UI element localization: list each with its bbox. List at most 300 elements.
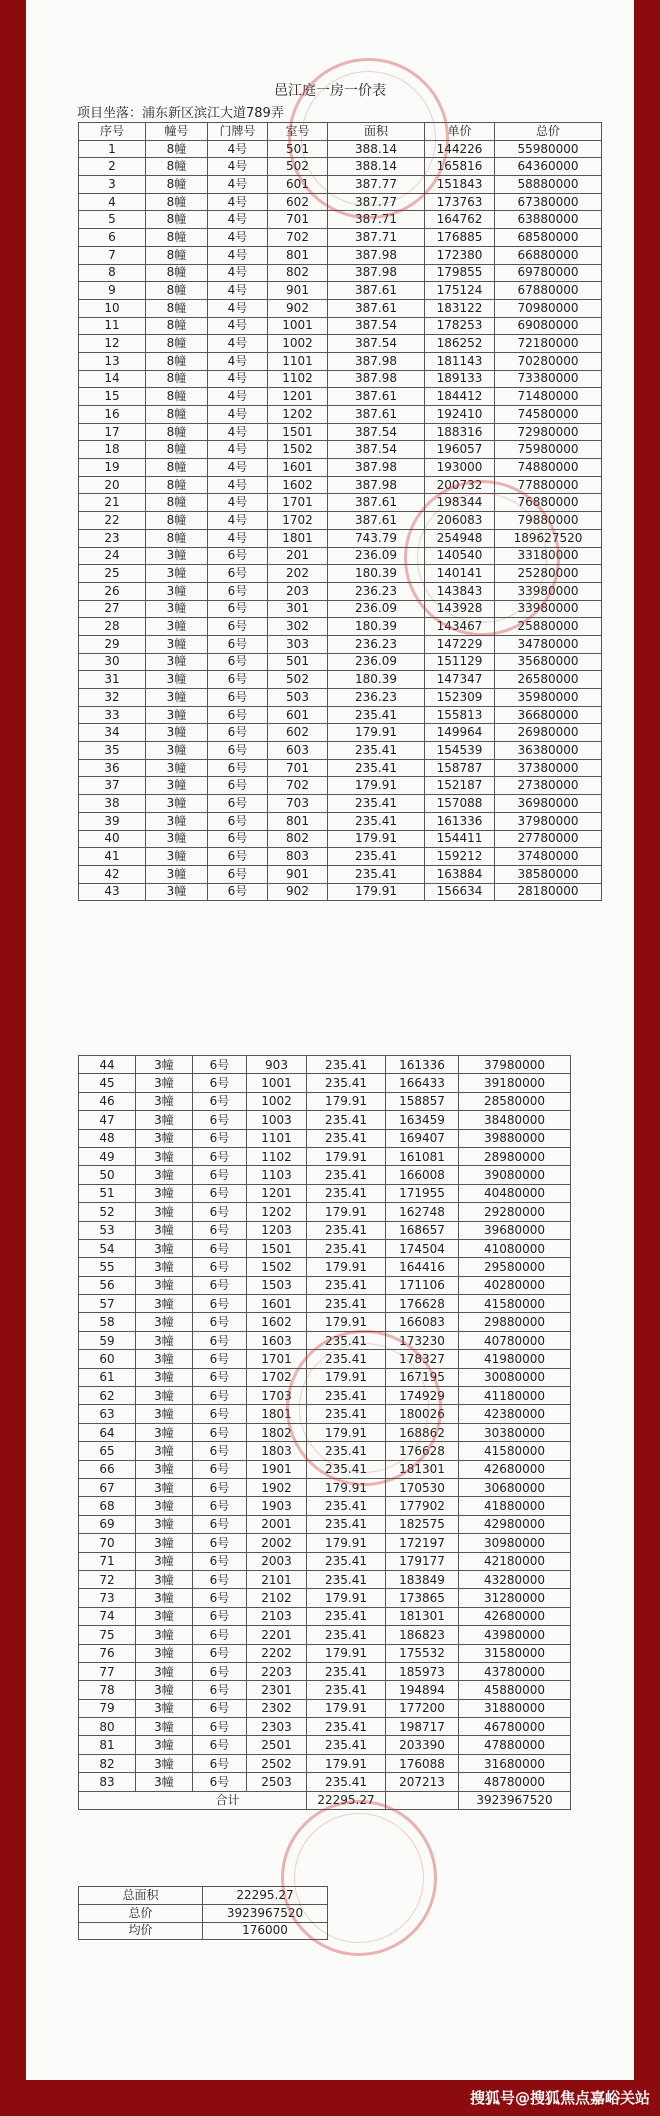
cell-area: 235.41	[307, 1497, 386, 1515]
cell-room: 1202	[268, 406, 328, 424]
cell-total-price: 47880000	[459, 1736, 571, 1754]
cell-building: 8幢	[146, 299, 208, 317]
cell-index: 18	[79, 441, 146, 459]
cell-door: 4号	[208, 211, 268, 229]
cell-unit-price: 198344	[425, 494, 495, 512]
table-row	[79, 600, 602, 618]
cell-area: 387.98	[328, 476, 425, 494]
cell-index: 5	[79, 211, 146, 229]
cell-door: 6号	[193, 1681, 247, 1699]
cell-index: 47	[79, 1111, 136, 1129]
cell-room: 301	[268, 600, 328, 618]
cell-total-price: 39180000	[459, 1074, 571, 1092]
cell-room: 2501	[247, 1736, 307, 1754]
table-row	[79, 1442, 571, 1460]
cell-door: 6号	[193, 1552, 247, 1570]
cell-room: 903	[247, 1056, 307, 1074]
cell-door: 6号	[193, 1221, 247, 1239]
cell-index: 11	[79, 317, 146, 335]
cell-area: 235.41	[307, 1331, 386, 1349]
table-row	[79, 1147, 571, 1165]
cell-room: 802	[268, 830, 328, 848]
cell-unit-price: 171106	[386, 1276, 459, 1294]
cell-building: 3幢	[146, 565, 208, 583]
cell-area: 387.77	[328, 176, 425, 194]
cell-area: 387.61	[328, 406, 425, 424]
cell-door: 4号	[208, 370, 268, 388]
cell-index: 64	[79, 1423, 136, 1441]
cell-unit-price: 177200	[386, 1699, 459, 1717]
cell-total-price: 42680000	[459, 1607, 571, 1625]
cell-door: 6号	[193, 1295, 247, 1313]
cell-unit-price: 207213	[386, 1773, 459, 1791]
cell-room: 1102	[247, 1147, 307, 1165]
cell-door: 6号	[208, 671, 268, 689]
cell-room: 2001	[247, 1515, 307, 1533]
cell-unit-price: 167195	[386, 1368, 459, 1386]
cell-building: 3幢	[136, 1239, 193, 1257]
table-row	[79, 724, 602, 742]
cell-unit-price: 171955	[386, 1184, 459, 1202]
cell-total-price: 41080000	[459, 1239, 571, 1257]
table-row	[79, 1773, 571, 1791]
cell-area: 236.09	[328, 653, 425, 671]
cell-door: 6号	[193, 1773, 247, 1791]
cell-area: 235.41	[307, 1350, 386, 1368]
cell-area: 235.41	[307, 1515, 386, 1533]
cell-door: 4号	[208, 282, 268, 300]
cell-area: 235.41	[307, 1166, 386, 1184]
total-area: 22295.27	[307, 1791, 386, 1809]
cell-unit-price: 194894	[386, 1681, 459, 1699]
cell-room: 1101	[247, 1129, 307, 1147]
cell-index: 7	[79, 246, 146, 264]
cell-door: 6号	[193, 1442, 247, 1460]
table-row	[79, 777, 602, 795]
cell-unit-price: 163459	[386, 1111, 459, 1129]
cell-unit-price: 174504	[386, 1239, 459, 1257]
cell-door: 4号	[208, 229, 268, 247]
table-row	[79, 1221, 571, 1239]
cell-area: 387.54	[328, 423, 425, 441]
cell-unit-price: 176088	[386, 1754, 459, 1772]
cell-unit-price: 175532	[386, 1644, 459, 1662]
cell-index: 49	[79, 1147, 136, 1165]
table-row	[79, 1460, 571, 1478]
cell-door: 4号	[208, 388, 268, 406]
cell-total-price: 67380000	[495, 193, 602, 211]
table-row	[79, 635, 602, 653]
cell-area: 387.61	[328, 299, 425, 317]
summary-row	[79, 1887, 328, 1905]
cell-area: 235.41	[307, 1276, 386, 1294]
cell-door: 6号	[208, 742, 268, 760]
cell-total-price: 48780000	[459, 1773, 571, 1791]
cell-door: 6号	[208, 795, 268, 813]
cell-index: 41	[79, 848, 146, 866]
cell-unit-price: 206083	[425, 512, 495, 530]
cell-door: 6号	[208, 565, 268, 583]
cell-room: 1602	[247, 1313, 307, 1331]
cell-total-price: 29580000	[459, 1258, 571, 1276]
table-row	[79, 1718, 571, 1736]
cell-building: 3幢	[136, 1607, 193, 1625]
cell-total-price: 63880000	[495, 211, 602, 229]
cell-area: 179.91	[307, 1589, 386, 1607]
cell-unit-price: 173763	[425, 193, 495, 211]
table-row	[79, 140, 602, 158]
cell-unit-price: 185973	[386, 1662, 459, 1680]
cell-unit-price: 164762	[425, 211, 495, 229]
cell-index: 15	[79, 388, 146, 406]
cell-building: 3幢	[146, 547, 208, 565]
cell-total-price: 33980000	[495, 600, 602, 618]
summary-row	[79, 1922, 328, 1940]
cell-total-price: 42180000	[459, 1552, 571, 1570]
cell-building: 3幢	[136, 1221, 193, 1239]
cell-index: 46	[79, 1092, 136, 1110]
cell-building: 3幢	[136, 1184, 193, 1202]
cell-door: 4号	[208, 512, 268, 530]
cell-door: 6号	[208, 689, 268, 707]
cell-index: 16	[79, 406, 146, 424]
table-row	[79, 1607, 571, 1625]
cell-total-price: 28980000	[459, 1147, 571, 1165]
cell-index: 34	[79, 724, 146, 742]
cell-building: 3幢	[136, 1754, 193, 1772]
table-row	[79, 706, 602, 724]
table-row	[79, 1570, 571, 1588]
cell-unit-price: 143843	[425, 582, 495, 600]
cell-door: 4号	[208, 176, 268, 194]
cell-total-price: 33980000	[495, 582, 602, 600]
cell-total-price: 36380000	[495, 742, 602, 760]
cell-building: 3幢	[146, 671, 208, 689]
cell-door: 6号	[193, 1092, 247, 1110]
cell-door: 6号	[193, 1607, 247, 1625]
cell-area: 235.41	[328, 742, 425, 760]
table-row	[79, 476, 602, 494]
cell-building: 8幢	[146, 229, 208, 247]
cell-index: 6	[79, 229, 146, 247]
cell-room: 601	[268, 706, 328, 724]
table-row	[79, 1387, 571, 1405]
cell-index: 39	[79, 812, 146, 830]
cell-room: 1201	[268, 388, 328, 406]
cell-building: 8幢	[146, 158, 208, 176]
cell-building: 3幢	[136, 1166, 193, 1184]
cell-area: 235.41	[328, 759, 425, 777]
cell-building: 3幢	[136, 1092, 193, 1110]
cell-building: 8幢	[146, 211, 208, 229]
cell-building: 3幢	[136, 1681, 193, 1699]
price-table-part1	[78, 122, 602, 901]
cell-building: 3幢	[146, 724, 208, 742]
cell-unit-price: 154411	[425, 830, 495, 848]
cell-index: 33	[79, 706, 146, 724]
cell-room: 802	[268, 264, 328, 282]
table-row	[79, 1534, 571, 1552]
cell-unit-price: 156634	[425, 883, 495, 901]
cell-unit-price: 183122	[425, 299, 495, 317]
cell-unit-price: 186252	[425, 335, 495, 353]
cell-index: 73	[79, 1589, 136, 1607]
cell-area: 235.41	[307, 1074, 386, 1092]
cell-door: 6号	[193, 1699, 247, 1717]
document-page	[26, 0, 634, 2080]
cell-door: 6号	[193, 1368, 247, 1386]
cell-unit-price: 151129	[425, 653, 495, 671]
cell-building: 3幢	[136, 1258, 193, 1276]
table-row	[79, 671, 602, 689]
cell-unit-price: 151843	[425, 176, 495, 194]
cell-unit-price: 188316	[425, 423, 495, 441]
cell-door: 4号	[208, 441, 268, 459]
cell-total-price: 74880000	[495, 459, 602, 477]
header-area: 面积	[328, 123, 425, 141]
cell-building: 3幢	[146, 582, 208, 600]
cell-area: 180.39	[328, 618, 425, 636]
cell-area: 387.54	[328, 441, 425, 459]
cell-door: 6号	[193, 1626, 247, 1644]
table-row	[79, 1239, 571, 1257]
summary-value: 176000	[203, 1922, 328, 1940]
cell-total-price: 73380000	[495, 370, 602, 388]
table-row	[79, 1074, 571, 1092]
watermark-text: 搜狐号@搜狐焦点嘉峪关站	[469, 2089, 650, 2107]
cell-index: 51	[79, 1184, 136, 1202]
cell-room: 1202	[247, 1203, 307, 1221]
cell-total-price: 37980000	[459, 1056, 571, 1074]
cell-room: 602	[268, 193, 328, 211]
table-row	[79, 1313, 571, 1331]
cell-building: 3幢	[136, 1552, 193, 1570]
table-row	[79, 1166, 571, 1184]
cell-index: 29	[79, 635, 146, 653]
table-row	[79, 264, 602, 282]
cell-index: 17	[79, 423, 146, 441]
table-row	[79, 1515, 571, 1533]
table-row	[79, 1736, 571, 1754]
cell-unit-price: 166008	[386, 1166, 459, 1184]
cell-index: 14	[79, 370, 146, 388]
cell-total-price: 29880000	[459, 1313, 571, 1331]
cell-area: 387.61	[328, 494, 425, 512]
cell-room: 1501	[247, 1239, 307, 1257]
table-row	[79, 1056, 571, 1074]
cell-building: 3幢	[146, 795, 208, 813]
cell-room: 1101	[268, 352, 328, 370]
cell-building: 8幢	[146, 494, 208, 512]
cell-index: 21	[79, 494, 146, 512]
cell-door: 6号	[193, 1718, 247, 1736]
cell-room: 1801	[268, 529, 328, 547]
header-total-price: 总价	[495, 123, 602, 141]
cell-index: 3	[79, 176, 146, 194]
cell-door: 6号	[208, 724, 268, 742]
cell-door: 6号	[208, 600, 268, 618]
cell-total-price: 29280000	[459, 1203, 571, 1221]
cell-unit-price: 182575	[386, 1515, 459, 1533]
table-row	[79, 282, 602, 300]
table-header-row	[79, 123, 602, 141]
cell-area: 235.41	[328, 795, 425, 813]
summary-label: 总面积	[79, 1887, 203, 1905]
cell-area: 236.23	[328, 635, 425, 653]
table-row	[79, 459, 602, 477]
cell-total-price: 64360000	[495, 158, 602, 176]
cell-building: 3幢	[146, 848, 208, 866]
cell-door: 4号	[208, 193, 268, 211]
cell-building: 3幢	[136, 1644, 193, 1662]
table-row	[79, 830, 602, 848]
cell-unit-price: 178327	[386, 1350, 459, 1368]
cell-building: 8幢	[146, 406, 208, 424]
cell-door: 6号	[208, 830, 268, 848]
cell-index: 66	[79, 1460, 136, 1478]
cell-total-price: 74580000	[495, 406, 602, 424]
cell-index: 9	[79, 282, 146, 300]
cell-unit-price: 154539	[425, 742, 495, 760]
table-row	[79, 1644, 571, 1662]
cell-building: 3幢	[136, 1442, 193, 1460]
table-row	[79, 352, 602, 370]
cell-index: 48	[79, 1129, 136, 1147]
cell-area: 179.91	[328, 777, 425, 795]
cell-unit-price: 166433	[386, 1074, 459, 1092]
cell-room: 803	[268, 848, 328, 866]
cell-room: 2201	[247, 1626, 307, 1644]
table-row	[79, 1626, 571, 1644]
cell-area: 235.41	[307, 1681, 386, 1699]
cell-building: 3幢	[146, 742, 208, 760]
table-row	[79, 1681, 571, 1699]
cell-area: 235.41	[307, 1442, 386, 1460]
cell-area: 387.54	[328, 317, 425, 335]
table-row	[79, 1589, 571, 1607]
cell-building: 3幢	[136, 1387, 193, 1405]
cell-unit-price: 140540	[425, 547, 495, 565]
cell-door: 6号	[193, 1405, 247, 1423]
cell-area: 179.91	[307, 1534, 386, 1552]
price-table-part2	[78, 1055, 571, 1810]
cell-index: 62	[79, 1387, 136, 1405]
cell-room: 1501	[268, 423, 328, 441]
cell-index: 78	[79, 1681, 136, 1699]
cell-total-price: 31580000	[459, 1644, 571, 1662]
cell-unit-price: 172380	[425, 246, 495, 264]
cell-area: 235.41	[307, 1387, 386, 1405]
cell-total-price: 40780000	[459, 1331, 571, 1349]
cell-index: 69	[79, 1515, 136, 1533]
cell-area: 235.41	[307, 1736, 386, 1754]
cell-total-price: 46780000	[459, 1718, 571, 1736]
table-row	[79, 211, 602, 229]
table-row	[79, 1184, 571, 1202]
table-row	[79, 1331, 571, 1349]
cell-unit-price: 200732	[425, 476, 495, 494]
cell-index: 54	[79, 1239, 136, 1257]
cell-unit-price: 159212	[425, 848, 495, 866]
cell-unit-price: 198717	[386, 1718, 459, 1736]
cell-building: 3幢	[136, 1313, 193, 1331]
table-row	[79, 246, 602, 264]
cell-area: 180.39	[328, 671, 425, 689]
cell-total-price: 33180000	[495, 547, 602, 565]
table-row	[79, 795, 602, 813]
table-row	[79, 618, 602, 636]
cell-total-price: 42380000	[459, 1405, 571, 1423]
cell-door: 6号	[208, 777, 268, 795]
table-row	[79, 883, 602, 901]
cell-building: 8幢	[146, 317, 208, 335]
cell-building: 8幢	[146, 335, 208, 353]
cell-total-price: 45880000	[459, 1681, 571, 1699]
cell-door: 6号	[193, 1423, 247, 1441]
cell-building: 3幢	[136, 1515, 193, 1533]
cell-index: 27	[79, 600, 146, 618]
cell-door: 6号	[208, 883, 268, 901]
cell-total-price: 35980000	[495, 689, 602, 707]
cell-index: 79	[79, 1699, 136, 1717]
table-row	[79, 176, 602, 194]
cell-building: 8幢	[146, 140, 208, 158]
cell-building: 3幢	[136, 1662, 193, 1680]
cell-total-price: 39680000	[459, 1221, 571, 1239]
cell-unit-price: 147229	[425, 635, 495, 653]
cell-total-price: 70980000	[495, 299, 602, 317]
cell-total-price: 67880000	[495, 282, 602, 300]
cell-unit-price: 170530	[386, 1478, 459, 1496]
cell-room: 1003	[247, 1111, 307, 1129]
cell-door: 6号	[193, 1111, 247, 1129]
table-row	[79, 1203, 571, 1221]
cell-door: 6号	[193, 1331, 247, 1349]
table-row	[79, 370, 602, 388]
cell-building: 3幢	[136, 1478, 193, 1496]
cell-index: 28	[79, 618, 146, 636]
cell-building: 3幢	[136, 1405, 193, 1423]
cell-building: 8幢	[146, 282, 208, 300]
cell-door: 4号	[208, 299, 268, 317]
cell-index: 22	[79, 512, 146, 530]
cell-unit-price: 140141	[425, 565, 495, 583]
cell-area: 235.41	[307, 1773, 386, 1791]
cell-unit-price: 166083	[386, 1313, 459, 1331]
cell-room: 702	[268, 229, 328, 247]
cell-total-price: 39080000	[459, 1166, 571, 1184]
cell-unit-price: 157088	[425, 795, 495, 813]
cell-door: 6号	[193, 1276, 247, 1294]
cell-unit-price: 152309	[425, 689, 495, 707]
summary-label: 总价	[79, 1904, 203, 1922]
table-row	[79, 653, 602, 671]
table-row	[79, 229, 602, 247]
cell-area: 387.61	[328, 282, 425, 300]
cell-index: 26	[79, 582, 146, 600]
cell-total-price: 189627520	[495, 529, 602, 547]
cell-door: 6号	[208, 582, 268, 600]
cell-door: 6号	[193, 1570, 247, 1588]
cell-index: 71	[79, 1552, 136, 1570]
cell-door: 6号	[208, 865, 268, 883]
cell-door: 6号	[193, 1736, 247, 1754]
cell-unit-price: 169407	[386, 1129, 459, 1147]
cell-index: 82	[79, 1754, 136, 1772]
cell-total-price: 41880000	[459, 1497, 571, 1515]
cell-building: 3幢	[136, 1589, 193, 1607]
cell-room: 1801	[247, 1405, 307, 1423]
